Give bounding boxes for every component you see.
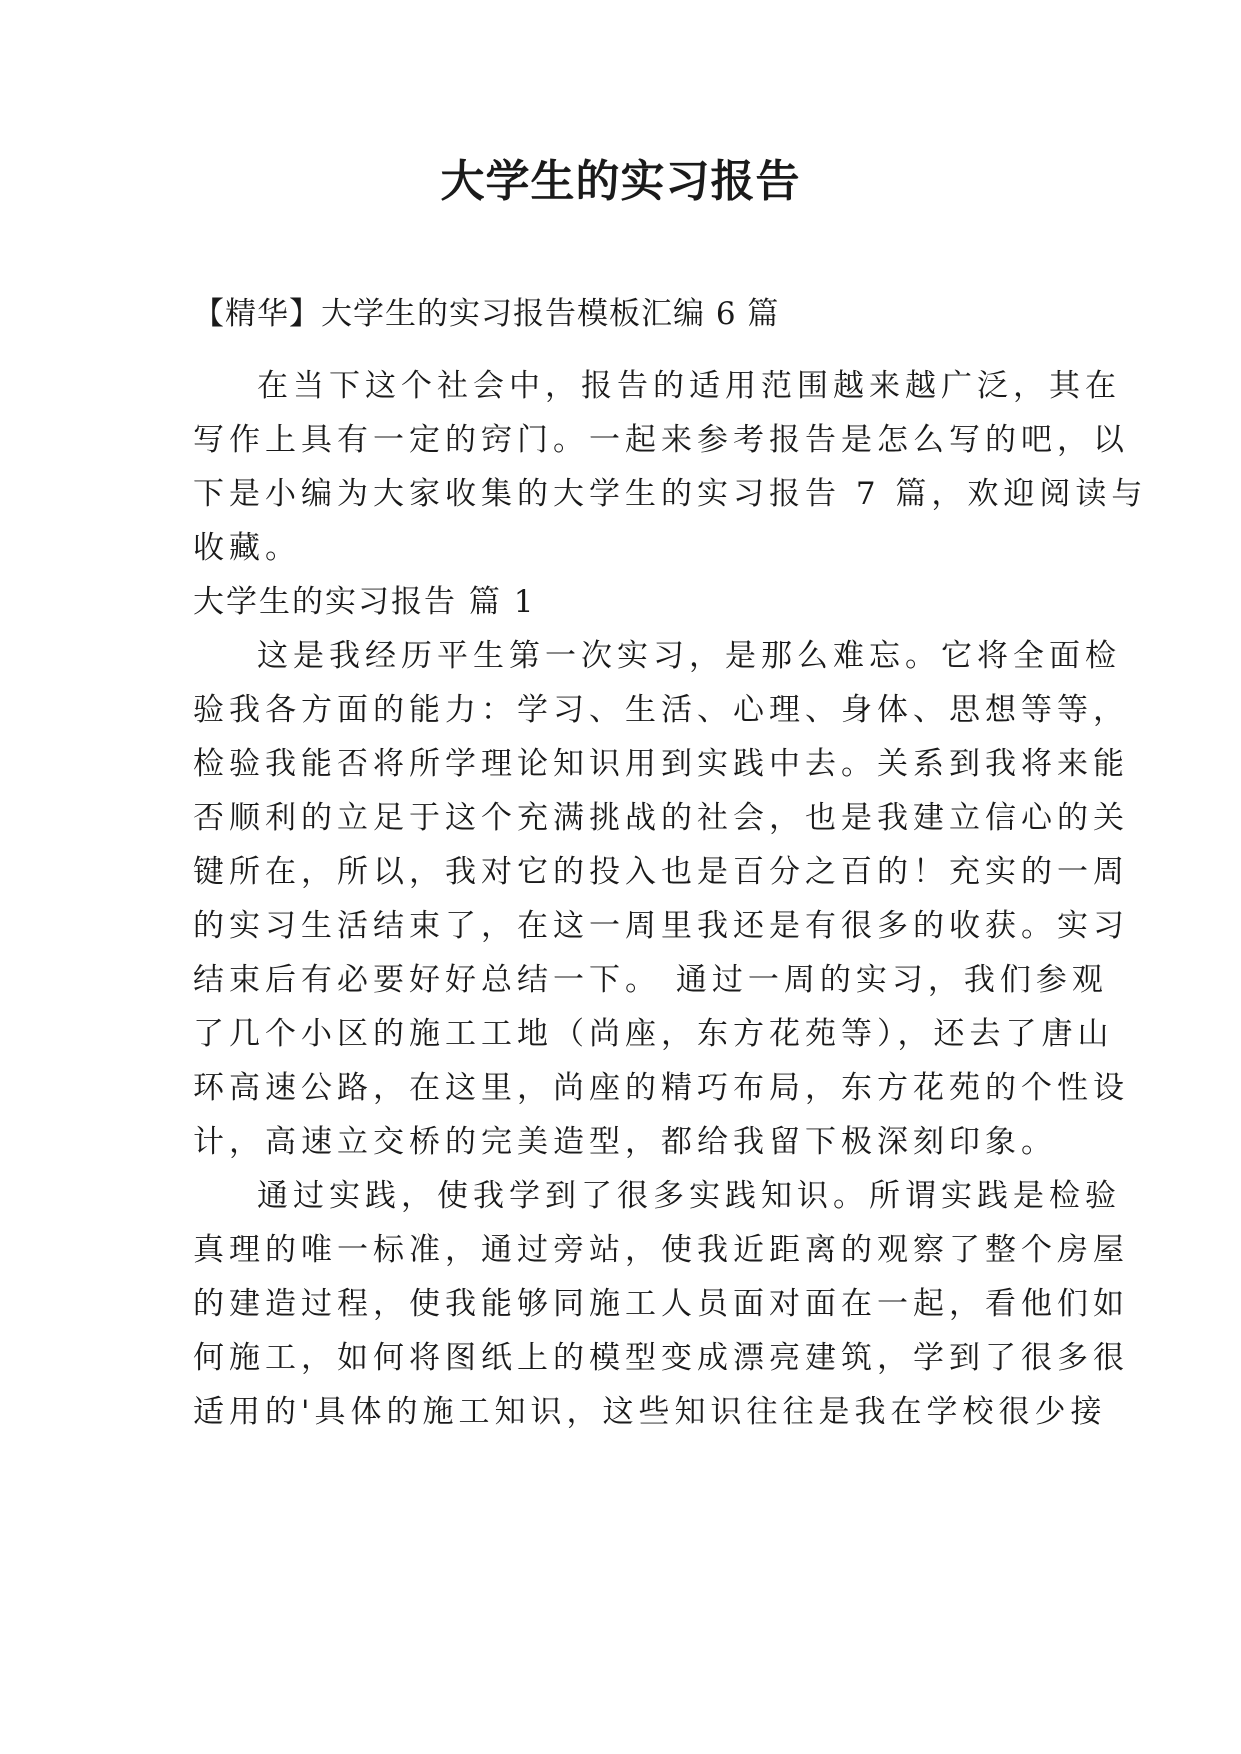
text-line: 在当下这个社会中，报告的适用范围越来越广泛，其在 (257, 368, 1121, 404)
document-subtitle: 【精华】大学生的实习报告模板汇编 6 篇 (193, 296, 780, 332)
text-line: 的实习生活结束了，在这一周里我还是有很多的收获。实习 (193, 908, 1129, 944)
text-line: 了几个小区的施工工地（尚座，东方花苑等），还去了唐山 (193, 1016, 1114, 1052)
text-line: 这是我经历平生第一次实习，是那么难忘。它将全面检 (257, 638, 1121, 674)
text-line: 的建造过程，使我能够同施工人员面对面在一起，看他们如 (193, 1286, 1129, 1322)
text-line: 验我各方面的能力：学习、生活、心理、身体、思想等等， (193, 692, 1129, 728)
text-line: 键所在，所以，我对它的投入也是百分之百的！充实的一周 (193, 854, 1129, 890)
text-line: 环高速公路，在这里，尚座的精巧布局，东方花苑的个性设 (193, 1070, 1129, 1106)
text-line: 何施工，如何将图纸上的模型变成漂亮建筑，学到了很多很 (193, 1340, 1129, 1376)
text-line: 收藏。 (193, 530, 301, 566)
text-line: 检验我能否将所学理论知识用到实践中去。关系到我将来能 (193, 746, 1129, 782)
section-heading: 大学生的实习报告 篇 1 (193, 584, 536, 620)
text-line: 真理的唯一标准，通过旁站，使我近距离的观察了整个房屋 (193, 1232, 1129, 1268)
text-line: 否顺利的立足于这个充满挑战的社会，也是我建立信心的关 (193, 800, 1129, 836)
text-line: 结束后有必要好好总结一下。 通过一周的实习，我们参观 (193, 962, 1108, 998)
document-title: 大学生的实习报告 (440, 156, 801, 207)
text-line: 通过实践，使我学到了很多实践知识。所谓实践是检验 (257, 1178, 1121, 1214)
text-line: 下是小编为大家收集的大学生的实习报告 7 篇，欢迎阅读与 (193, 476, 1148, 512)
text-line: 适用的'具体的施工知识，这些知识往往是我在学校很少接 (193, 1394, 1107, 1430)
text-line: 计，高速立交桥的完美造型，都给我留下极深刻印象。 (193, 1124, 1057, 1160)
text-line: 写作上具有一定的窍门。一起来参考报告是怎么写的吧，以 (193, 422, 1129, 458)
